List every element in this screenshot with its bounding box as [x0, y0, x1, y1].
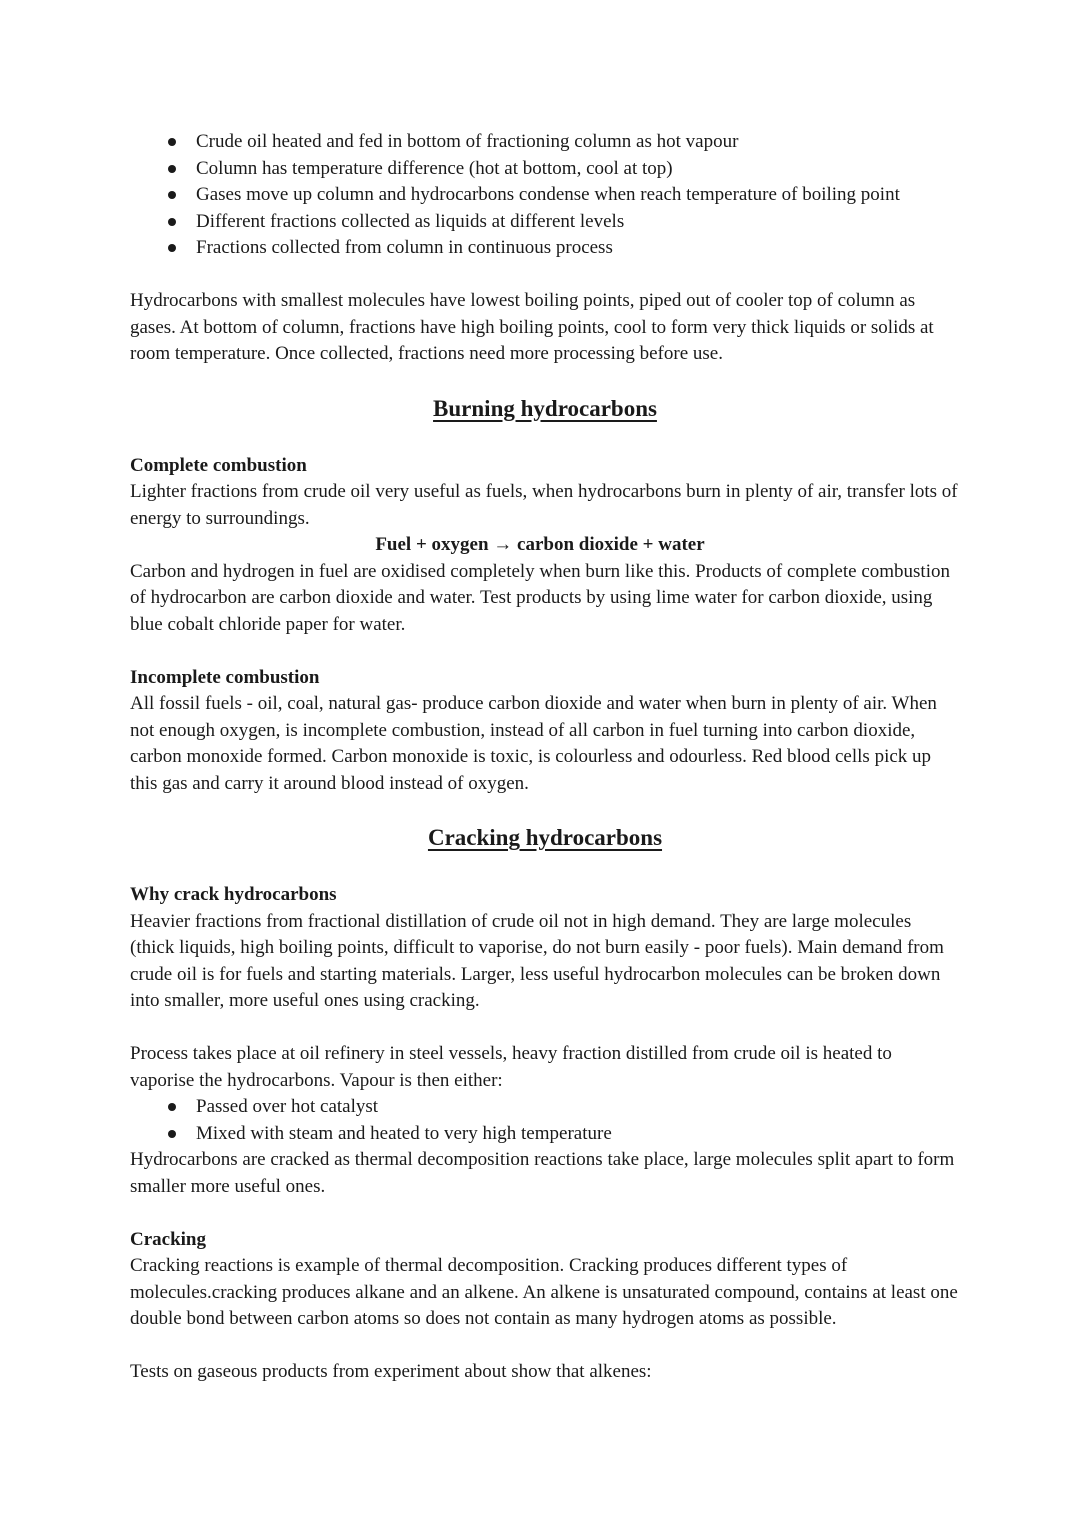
burning-heading: Burning hydrocarbons: [433, 395, 657, 421]
complete-combustion-title: Complete combustion: [130, 454, 307, 476]
tests-line: Tests on gaseous products from experiment about show that alkenes:: [130, 1361, 652, 1382]
list-item: Fractions collected from column in continuous process: [166, 235, 960, 262]
list-item: Gases move up column and hydrocarbons condense when reach temperature of boiling point: [166, 182, 960, 209]
distillation-bullet-list: [130, 129, 960, 262]
list-item: Different fractions collected as liquids at different levels: [166, 209, 960, 236]
list-item: Mixed with steam and heated to very high temperature: [166, 1121, 960, 1148]
process-outro: Hydrocarbons are cracked as thermal decomposition reactions take place, large molecules split apart to form smaller more useful ones.: [130, 1149, 955, 1197]
why-crack-body: Heavier fractions from fractional distillation of crude oil not in high demand. They are large molecules (thick liquids, high boiling points, difficult to vaporise, do not burn easily - poor fuels). Main demand from crude oil is for fuels and starting materials. Larger, less useful hydrocarbon molecules can be broken down into smaller, more useful ones using cracking.: [130, 910, 944, 1011]
cracking-heading: Cracking hydrocarbons: [427, 825, 663, 850]
document-page: [130, 129, 960, 1386]
incomplete-combustion-title: Incomplete combustion: [130, 666, 320, 688]
combustion-equation: Fuel + oxygen → carbon dioxide + water: [375, 534, 705, 555]
incomplete-combustion-body: All fossil fuels - oil, coal, natural gas- produce carbon dioxide and water when burn in plenty of air. When not enough oxygen, is incomplete combustion, instead of all carbon in fuel turning into carbon dioxide, carbon monoxide formed. Carbon monoxide is toxic, is colourless and odourless. Red blood cells pick up this gas and carry it around blood instead of oxygen.: [130, 693, 937, 794]
cracking-body: Cracking reactions is example of thermal decomposition. Cracking produces different types of molecules.cracking produces alkane and an alkene. An alkene is unsaturated compound, contains at least one double bond between carbon atoms so does not contain as many hydrogen atoms as possible.: [130, 1255, 958, 1329]
cracking-title: Cracking: [130, 1228, 206, 1250]
why-crack-title: Why crack hydrocarbons: [130, 884, 337, 905]
list-item: Crude oil heated and fed in bottom of fractioning column as hot vapour: [166, 129, 960, 156]
list-item: Column has temperature difference (hot at bottom, cool at top): [166, 156, 960, 183]
complete-combustion-body: Carbon and hydrogen in fuel are oxidised completely when burn like this. Products of complete combustion of hydrocarbon are carbon dioxide and water. Test products by using lime water for carbon dioxide, using blue cobalt chloride paper for water.: [130, 560, 950, 635]
list-item: Passed over hot catalyst: [166, 1094, 960, 1121]
process-intro: Process takes place at oil refinery in steel vessels, heavy fraction distilled from crude oil is heated to vaporise the hydrocarbons. Vapour is then either:: [130, 1043, 892, 1091]
complete-combustion-intro: Lighter fractions from crude oil very useful as fuels, when hydrocarbons burn in plenty of air, transfer lots of energy to surroundings.: [130, 481, 958, 529]
distillation-paragraph: Hydrocarbons with smallest molecules have lowest boiling points, piped out of cooler top of column as gases. At bottom of column, fractions have high boiling points, cool to form very thick liquids or solids at room temperature. Once collected, fractions need more processing before use.: [130, 290, 934, 364]
process-bullet-list: [130, 1094, 960, 1147]
